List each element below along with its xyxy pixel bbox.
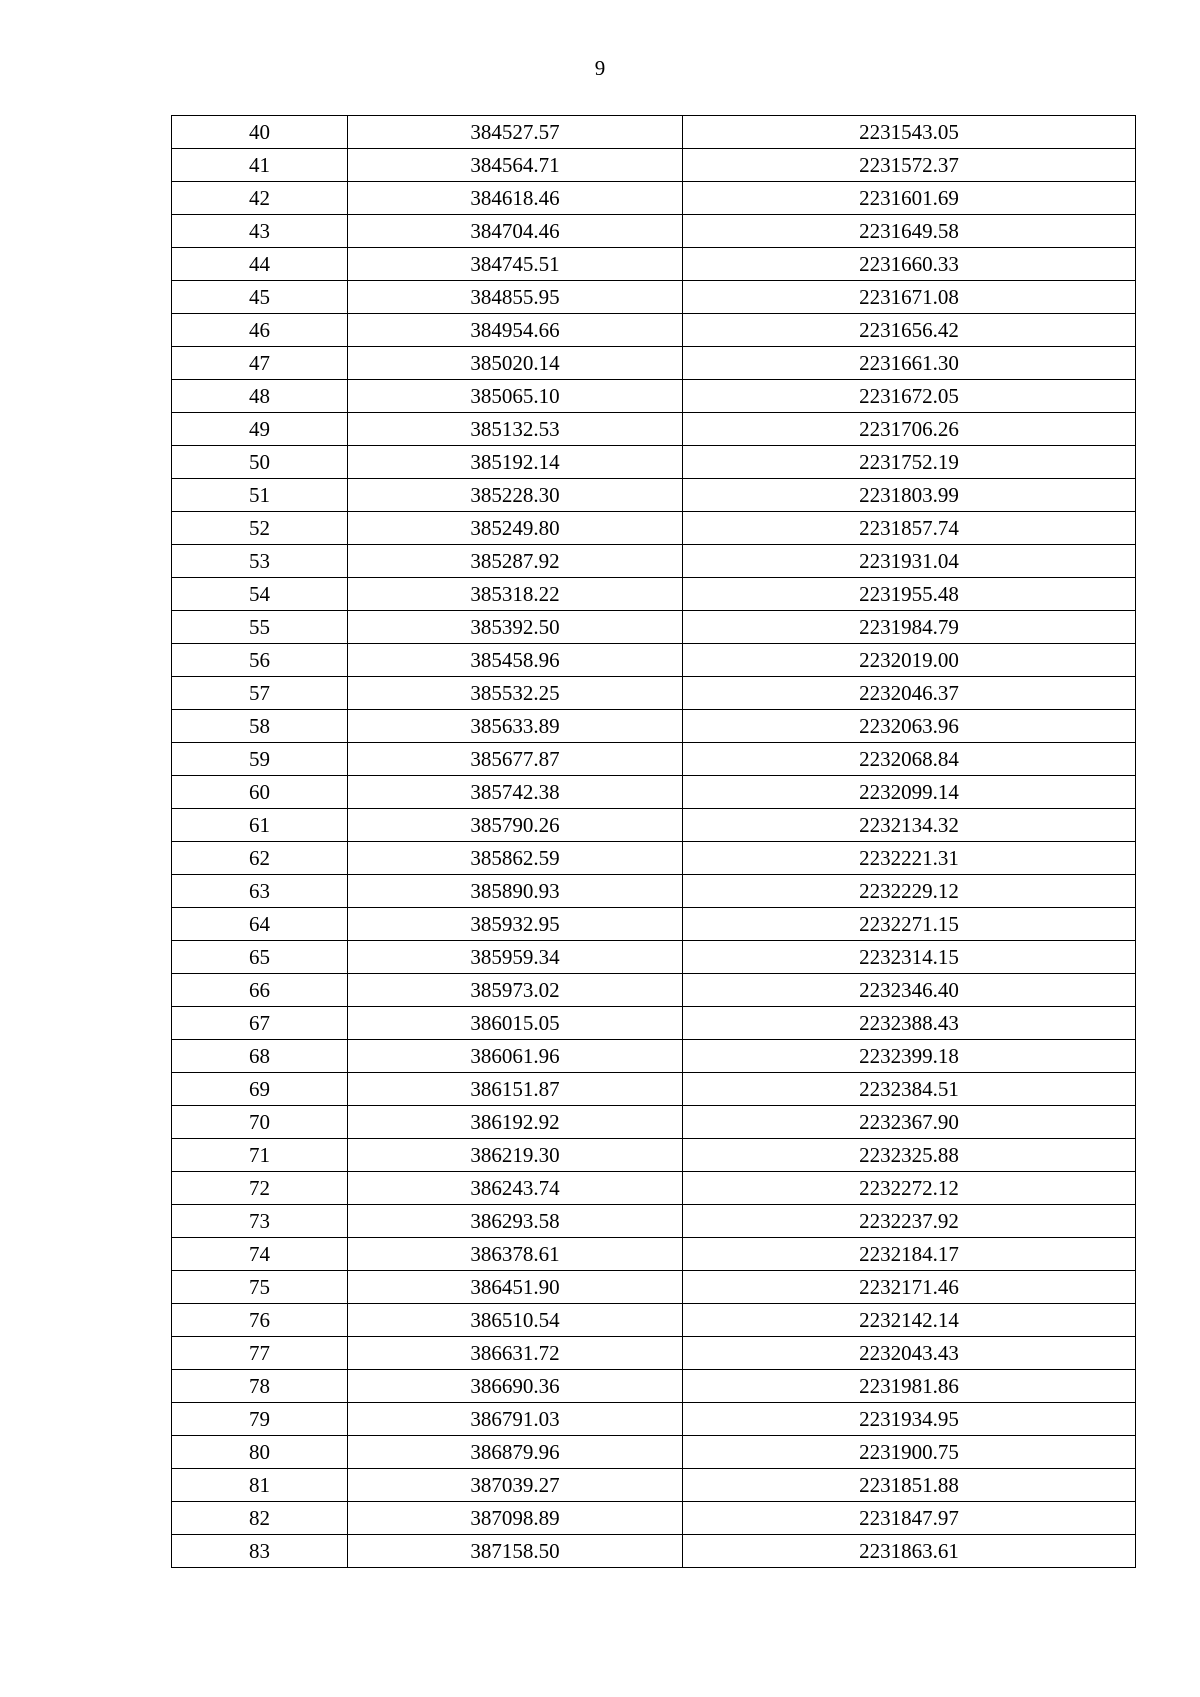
- point-number-cell: 64: [172, 908, 348, 941]
- y-coordinate-cell: 2231601.69: [683, 182, 1136, 215]
- table-row: [172, 1205, 1136, 1238]
- table-row: [172, 776, 1136, 809]
- point-number-cell: 43: [172, 215, 348, 248]
- y-coordinate-cell: 2231984.79: [683, 611, 1136, 644]
- point-number-cell: 50: [172, 446, 348, 479]
- y-coordinate-cell: 2231931.04: [683, 545, 1136, 578]
- y-coordinate-cell: 2232346.40: [683, 974, 1136, 1007]
- table-row: [172, 941, 1136, 974]
- x-coordinate-cell: 387098.89: [348, 1502, 683, 1535]
- point-number-cell: 59: [172, 743, 348, 776]
- y-coordinate-cell: 2232184.17: [683, 1238, 1136, 1271]
- table-row: [172, 314, 1136, 347]
- x-coordinate-cell: 386451.90: [348, 1271, 683, 1304]
- x-coordinate-cell: 384704.46: [348, 215, 683, 248]
- table-row: [172, 1469, 1136, 1502]
- point-number-cell: 58: [172, 710, 348, 743]
- y-coordinate-cell: 2231803.99: [683, 479, 1136, 512]
- x-coordinate-cell: 384564.71: [348, 149, 683, 182]
- point-number-cell: 79: [172, 1403, 348, 1436]
- point-number-cell: 76: [172, 1304, 348, 1337]
- point-number-cell: 41: [172, 149, 348, 182]
- point-number-cell: 44: [172, 248, 348, 281]
- x-coordinate-cell: 386151.87: [348, 1073, 683, 1106]
- y-coordinate-cell: 2232068.84: [683, 743, 1136, 776]
- point-number-cell: 70: [172, 1106, 348, 1139]
- table-row: [172, 1502, 1136, 1535]
- point-number-cell: 68: [172, 1040, 348, 1073]
- table-row: [172, 545, 1136, 578]
- point-number-cell: 55: [172, 611, 348, 644]
- table-row: [172, 710, 1136, 743]
- point-number-cell: 62: [172, 842, 348, 875]
- table-row: [172, 1304, 1136, 1337]
- x-coordinate-cell: 386219.30: [348, 1139, 683, 1172]
- table-row: [172, 1436, 1136, 1469]
- point-number-cell: 42: [172, 182, 348, 215]
- table-row: [172, 149, 1136, 182]
- point-number-cell: 51: [172, 479, 348, 512]
- point-number-cell: 45: [172, 281, 348, 314]
- point-number-cell: 71: [172, 1139, 348, 1172]
- table-row: [172, 512, 1136, 545]
- point-number-cell: 56: [172, 644, 348, 677]
- x-coordinate-cell: 384618.46: [348, 182, 683, 215]
- point-number-cell: 49: [172, 413, 348, 446]
- x-coordinate-cell: 385065.10: [348, 380, 683, 413]
- x-coordinate-cell: 386791.03: [348, 1403, 683, 1436]
- y-coordinate-cell: 2232046.37: [683, 677, 1136, 710]
- x-coordinate-cell: 387039.27: [348, 1469, 683, 1502]
- x-coordinate-cell: 384855.95: [348, 281, 683, 314]
- table-row: [172, 677, 1136, 710]
- y-coordinate-cell: 2231863.61: [683, 1535, 1136, 1568]
- table-row: [172, 1535, 1136, 1568]
- point-number-cell: 75: [172, 1271, 348, 1304]
- table-row: [172, 842, 1136, 875]
- x-coordinate-cell: 386690.36: [348, 1370, 683, 1403]
- x-coordinate-cell: 386192.92: [348, 1106, 683, 1139]
- point-number-cell: 63: [172, 875, 348, 908]
- x-coordinate-cell: 385742.38: [348, 776, 683, 809]
- table-row: [172, 347, 1136, 380]
- x-coordinate-cell: 385532.25: [348, 677, 683, 710]
- table-row: [172, 1040, 1136, 1073]
- y-coordinate-cell: 2231543.05: [683, 116, 1136, 149]
- y-coordinate-cell: 2232271.15: [683, 908, 1136, 941]
- table-row: [172, 182, 1136, 215]
- y-coordinate-cell: 2232314.15: [683, 941, 1136, 974]
- x-coordinate-cell: 387158.50: [348, 1535, 683, 1568]
- point-number-cell: 78: [172, 1370, 348, 1403]
- y-coordinate-cell: 2232384.51: [683, 1073, 1136, 1106]
- table-row: [172, 578, 1136, 611]
- table-row: [172, 1271, 1136, 1304]
- y-coordinate-cell: 2232142.14: [683, 1304, 1136, 1337]
- x-coordinate-cell: 386510.54: [348, 1304, 683, 1337]
- x-coordinate-cell: 385192.14: [348, 446, 683, 479]
- y-coordinate-cell: 2232221.31: [683, 842, 1136, 875]
- x-coordinate-cell: 385228.30: [348, 479, 683, 512]
- point-number-cell: 73: [172, 1205, 348, 1238]
- y-coordinate-cell: 2232272.12: [683, 1172, 1136, 1205]
- y-coordinate-cell: 2231656.42: [683, 314, 1136, 347]
- y-coordinate-cell: 2231661.30: [683, 347, 1136, 380]
- x-coordinate-cell: 386243.74: [348, 1172, 683, 1205]
- point-number-cell: 46: [172, 314, 348, 347]
- y-coordinate-cell: 2231847.97: [683, 1502, 1136, 1535]
- y-coordinate-cell: 2231706.26: [683, 413, 1136, 446]
- x-coordinate-cell: 385932.95: [348, 908, 683, 941]
- point-number-cell: 82: [172, 1502, 348, 1535]
- table-row: [172, 1370, 1136, 1403]
- table-row: [172, 974, 1136, 1007]
- x-coordinate-cell: 385458.96: [348, 644, 683, 677]
- y-coordinate-cell: 2232325.88: [683, 1139, 1136, 1172]
- y-coordinate-cell: 2231660.33: [683, 248, 1136, 281]
- y-coordinate-cell: 2231672.05: [683, 380, 1136, 413]
- point-number-cell: 40: [172, 116, 348, 149]
- x-coordinate-cell: 385862.59: [348, 842, 683, 875]
- point-number-cell: 60: [172, 776, 348, 809]
- y-coordinate-cell: 2232171.46: [683, 1271, 1136, 1304]
- x-coordinate-cell: 385392.50: [348, 611, 683, 644]
- point-number-cell: 52: [172, 512, 348, 545]
- x-coordinate-cell: 386061.96: [348, 1040, 683, 1073]
- table-row: [172, 1073, 1136, 1106]
- point-number-cell: 80: [172, 1436, 348, 1469]
- y-coordinate-cell: 2231934.95: [683, 1403, 1136, 1436]
- x-coordinate-cell: 386015.05: [348, 1007, 683, 1040]
- point-number-cell: 77: [172, 1337, 348, 1370]
- table-row: [172, 1238, 1136, 1271]
- table-row: [172, 809, 1136, 842]
- table-row: [172, 875, 1136, 908]
- table-row: [172, 380, 1136, 413]
- table-row: [172, 413, 1136, 446]
- y-coordinate-cell: 2232019.00: [683, 644, 1136, 677]
- table-row: [172, 215, 1136, 248]
- x-coordinate-cell: 385633.89: [348, 710, 683, 743]
- x-coordinate-cell: 385973.02: [348, 974, 683, 1007]
- y-coordinate-cell: 2232388.43: [683, 1007, 1136, 1040]
- table-row: [172, 1403, 1136, 1436]
- y-coordinate-cell: 2231752.19: [683, 446, 1136, 479]
- point-number-cell: 81: [172, 1469, 348, 1502]
- x-coordinate-cell: 385959.34: [348, 941, 683, 974]
- x-coordinate-cell: 384954.66: [348, 314, 683, 347]
- y-coordinate-cell: 2231671.08: [683, 281, 1136, 314]
- y-coordinate-cell: 2232099.14: [683, 776, 1136, 809]
- y-coordinate-cell: 2231857.74: [683, 512, 1136, 545]
- point-number-cell: 54: [172, 578, 348, 611]
- point-number-cell: 74: [172, 1238, 348, 1271]
- y-coordinate-cell: 2232063.96: [683, 710, 1136, 743]
- point-number-cell: 66: [172, 974, 348, 1007]
- table-row: [172, 248, 1136, 281]
- point-number-cell: 53: [172, 545, 348, 578]
- x-coordinate-cell: 385020.14: [348, 347, 683, 380]
- y-coordinate-cell: 2232229.12: [683, 875, 1136, 908]
- x-coordinate-cell: 385318.22: [348, 578, 683, 611]
- x-coordinate-cell: 385890.93: [348, 875, 683, 908]
- y-coordinate-cell: 2232367.90: [683, 1106, 1136, 1139]
- point-number-cell: 47: [172, 347, 348, 380]
- x-coordinate-cell: 385287.92: [348, 545, 683, 578]
- table-row: [172, 1172, 1136, 1205]
- x-coordinate-cell: 385790.26: [348, 809, 683, 842]
- y-coordinate-cell: 2232134.32: [683, 809, 1136, 842]
- y-coordinate-cell: 2232043.43: [683, 1337, 1136, 1370]
- point-number-cell: 61: [172, 809, 348, 842]
- x-coordinate-cell: 385132.53: [348, 413, 683, 446]
- table-row: [172, 281, 1136, 314]
- y-coordinate-cell: 2231955.48: [683, 578, 1136, 611]
- x-coordinate-cell: 386879.96: [348, 1436, 683, 1469]
- table-row: [172, 743, 1136, 776]
- coordinates-table-body: [172, 116, 1136, 1568]
- table-row: [172, 446, 1136, 479]
- x-coordinate-cell: 384527.57: [348, 116, 683, 149]
- table-row: [172, 908, 1136, 941]
- y-coordinate-cell: 2232399.18: [683, 1040, 1136, 1073]
- x-coordinate-cell: 385677.87: [348, 743, 683, 776]
- x-coordinate-cell: 386378.61: [348, 1238, 683, 1271]
- table-row: [172, 611, 1136, 644]
- y-coordinate-cell: 2232237.92: [683, 1205, 1136, 1238]
- x-coordinate-cell: 386631.72: [348, 1337, 683, 1370]
- point-number-cell: 48: [172, 380, 348, 413]
- table-row: [172, 116, 1136, 149]
- table-row: [172, 479, 1136, 512]
- point-number-cell: 67: [172, 1007, 348, 1040]
- coordinates-table: [171, 115, 1136, 1568]
- y-coordinate-cell: 2231572.37: [683, 149, 1136, 182]
- table-row: [172, 1106, 1136, 1139]
- table-row: [172, 1007, 1136, 1040]
- y-coordinate-cell: 2231900.75: [683, 1436, 1136, 1469]
- table-row: [172, 1337, 1136, 1370]
- point-number-cell: 72: [172, 1172, 348, 1205]
- y-coordinate-cell: 2231851.88: [683, 1469, 1136, 1502]
- table-row: [172, 644, 1136, 677]
- point-number-cell: 83: [172, 1535, 348, 1568]
- point-number-cell: 69: [172, 1073, 348, 1106]
- y-coordinate-cell: 2231981.86: [683, 1370, 1136, 1403]
- table-row: [172, 1139, 1136, 1172]
- x-coordinate-cell: 384745.51: [348, 248, 683, 281]
- y-coordinate-cell: 2231649.58: [683, 215, 1136, 248]
- point-number-cell: 65: [172, 941, 348, 974]
- x-coordinate-cell: 386293.58: [348, 1205, 683, 1238]
- page-number: 9: [594, 56, 606, 80]
- x-coordinate-cell: 385249.80: [348, 512, 683, 545]
- point-number-cell: 57: [172, 677, 348, 710]
